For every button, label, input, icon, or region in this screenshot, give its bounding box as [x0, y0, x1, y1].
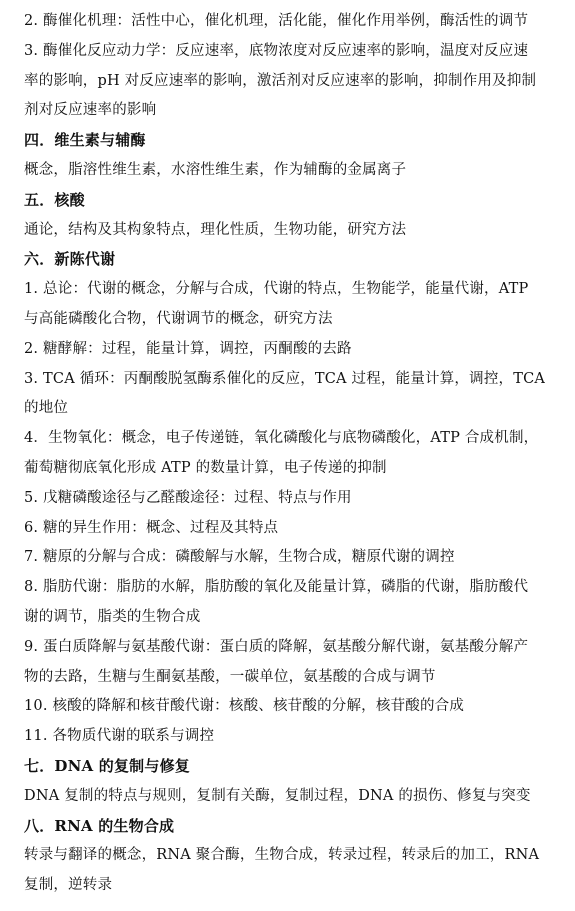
text-line: 物的去路，生糖与生酮氨基酸，一碳单位，氨基酸的合成与调节: [24, 668, 436, 685]
text-line: 1. 总论：代谢的概念，分解与合成，代谢的特点，生物能学，能量代谢，ATP: [24, 281, 529, 298]
text-line: 通论，结构及其构象特点，理化性质，生物功能，研究方法: [24, 221, 407, 238]
section-heading: 四．维生素与辅酶: [24, 131, 146, 150]
text-line: 葡萄糖彻底氧化形成 ATP 的数量计算，电子传递的抑制: [24, 459, 387, 476]
section-heading: 五．核酸: [24, 190, 85, 209]
text-line: 率的影响，pH 对反应速率的影响，激活剂对反应速率的影响，抑制作用及抑制: [24, 72, 537, 89]
text-line: 9. 蛋白质降解与氨基酸代谢：蛋白质的降解，氨基酸分解代谢，氨基酸分解产: [24, 638, 529, 655]
text-line: 剂对反应速率的影响: [24, 102, 157, 119]
text-line: 6. 糖的异生作用：概念、过程及其特点: [24, 519, 279, 536]
text-line: 转录与翻译的概念，RNA 聚合酶，生物合成，转录过程，转录后的加工，RNA: [24, 847, 540, 864]
text-line: 2. 酶催化机理：活性中心，催化机理，活化能，催化作用举例，酶活性的调节: [24, 13, 529, 29]
text-line: 10. 核酸的降解和核苷酸代谢：核酸、核苷酸的分解，核苷酸的合成: [24, 698, 465, 715]
text-line: 5. 戊糖磷酸途径与乙醛酸途径：过程、特点与作用: [24, 489, 352, 506]
text-line: 2. 糖酵解：过程，能量计算，调控，丙酮酸的去路: [24, 340, 352, 357]
text-line: 7. 糖原的分解与合成：磷酸解与水解，生物合成，糖原代谢的调控: [24, 549, 455, 566]
text-line: DNA 复制的特点与规则，复制有关酶，复制过程，DNA 的损伤、修复与突变: [24, 787, 531, 804]
text-line: 概念，脂溶性维生素，水溶性维生素，作为辅酶的金属离子: [24, 161, 407, 178]
text-line: 3. 酶催化反应动力学：反应速率，底物浓度对反应速率的影响，温度对反应速: [24, 42, 529, 59]
section-heading: 七．DNA 的复制与修复: [24, 756, 190, 775]
text-line: 3. TCA 循环：丙酮酸脱氢酶系催化的反应，TCA 过程，能量计算，调控，TCA: [24, 370, 546, 387]
text-line: 4．生物氧化：概念，电子传递链，氧化磷酸化与底物磷酸化，ATP 合成机制，: [24, 430, 539, 447]
text-line: 与高能磷酸化合物，代谢调节的概念，研究方法: [24, 310, 333, 327]
text-line: 谢的调节，脂类的生物合成: [24, 608, 201, 625]
text-line: 的地位: [24, 400, 69, 417]
text-line: 复制，逆转录: [24, 877, 113, 894]
text-line: 11. 各物质代谢的联系与调控: [24, 728, 215, 745]
text-line: 8. 脂肪代谢：脂肪的水解，脂肪酸的氧化及能量计算，磷脂的代谢，脂肪酸代: [24, 579, 529, 596]
section-heading: 六．新陈代谢: [24, 250, 116, 269]
section-heading: 八．RNA 的生物合成: [24, 816, 175, 835]
